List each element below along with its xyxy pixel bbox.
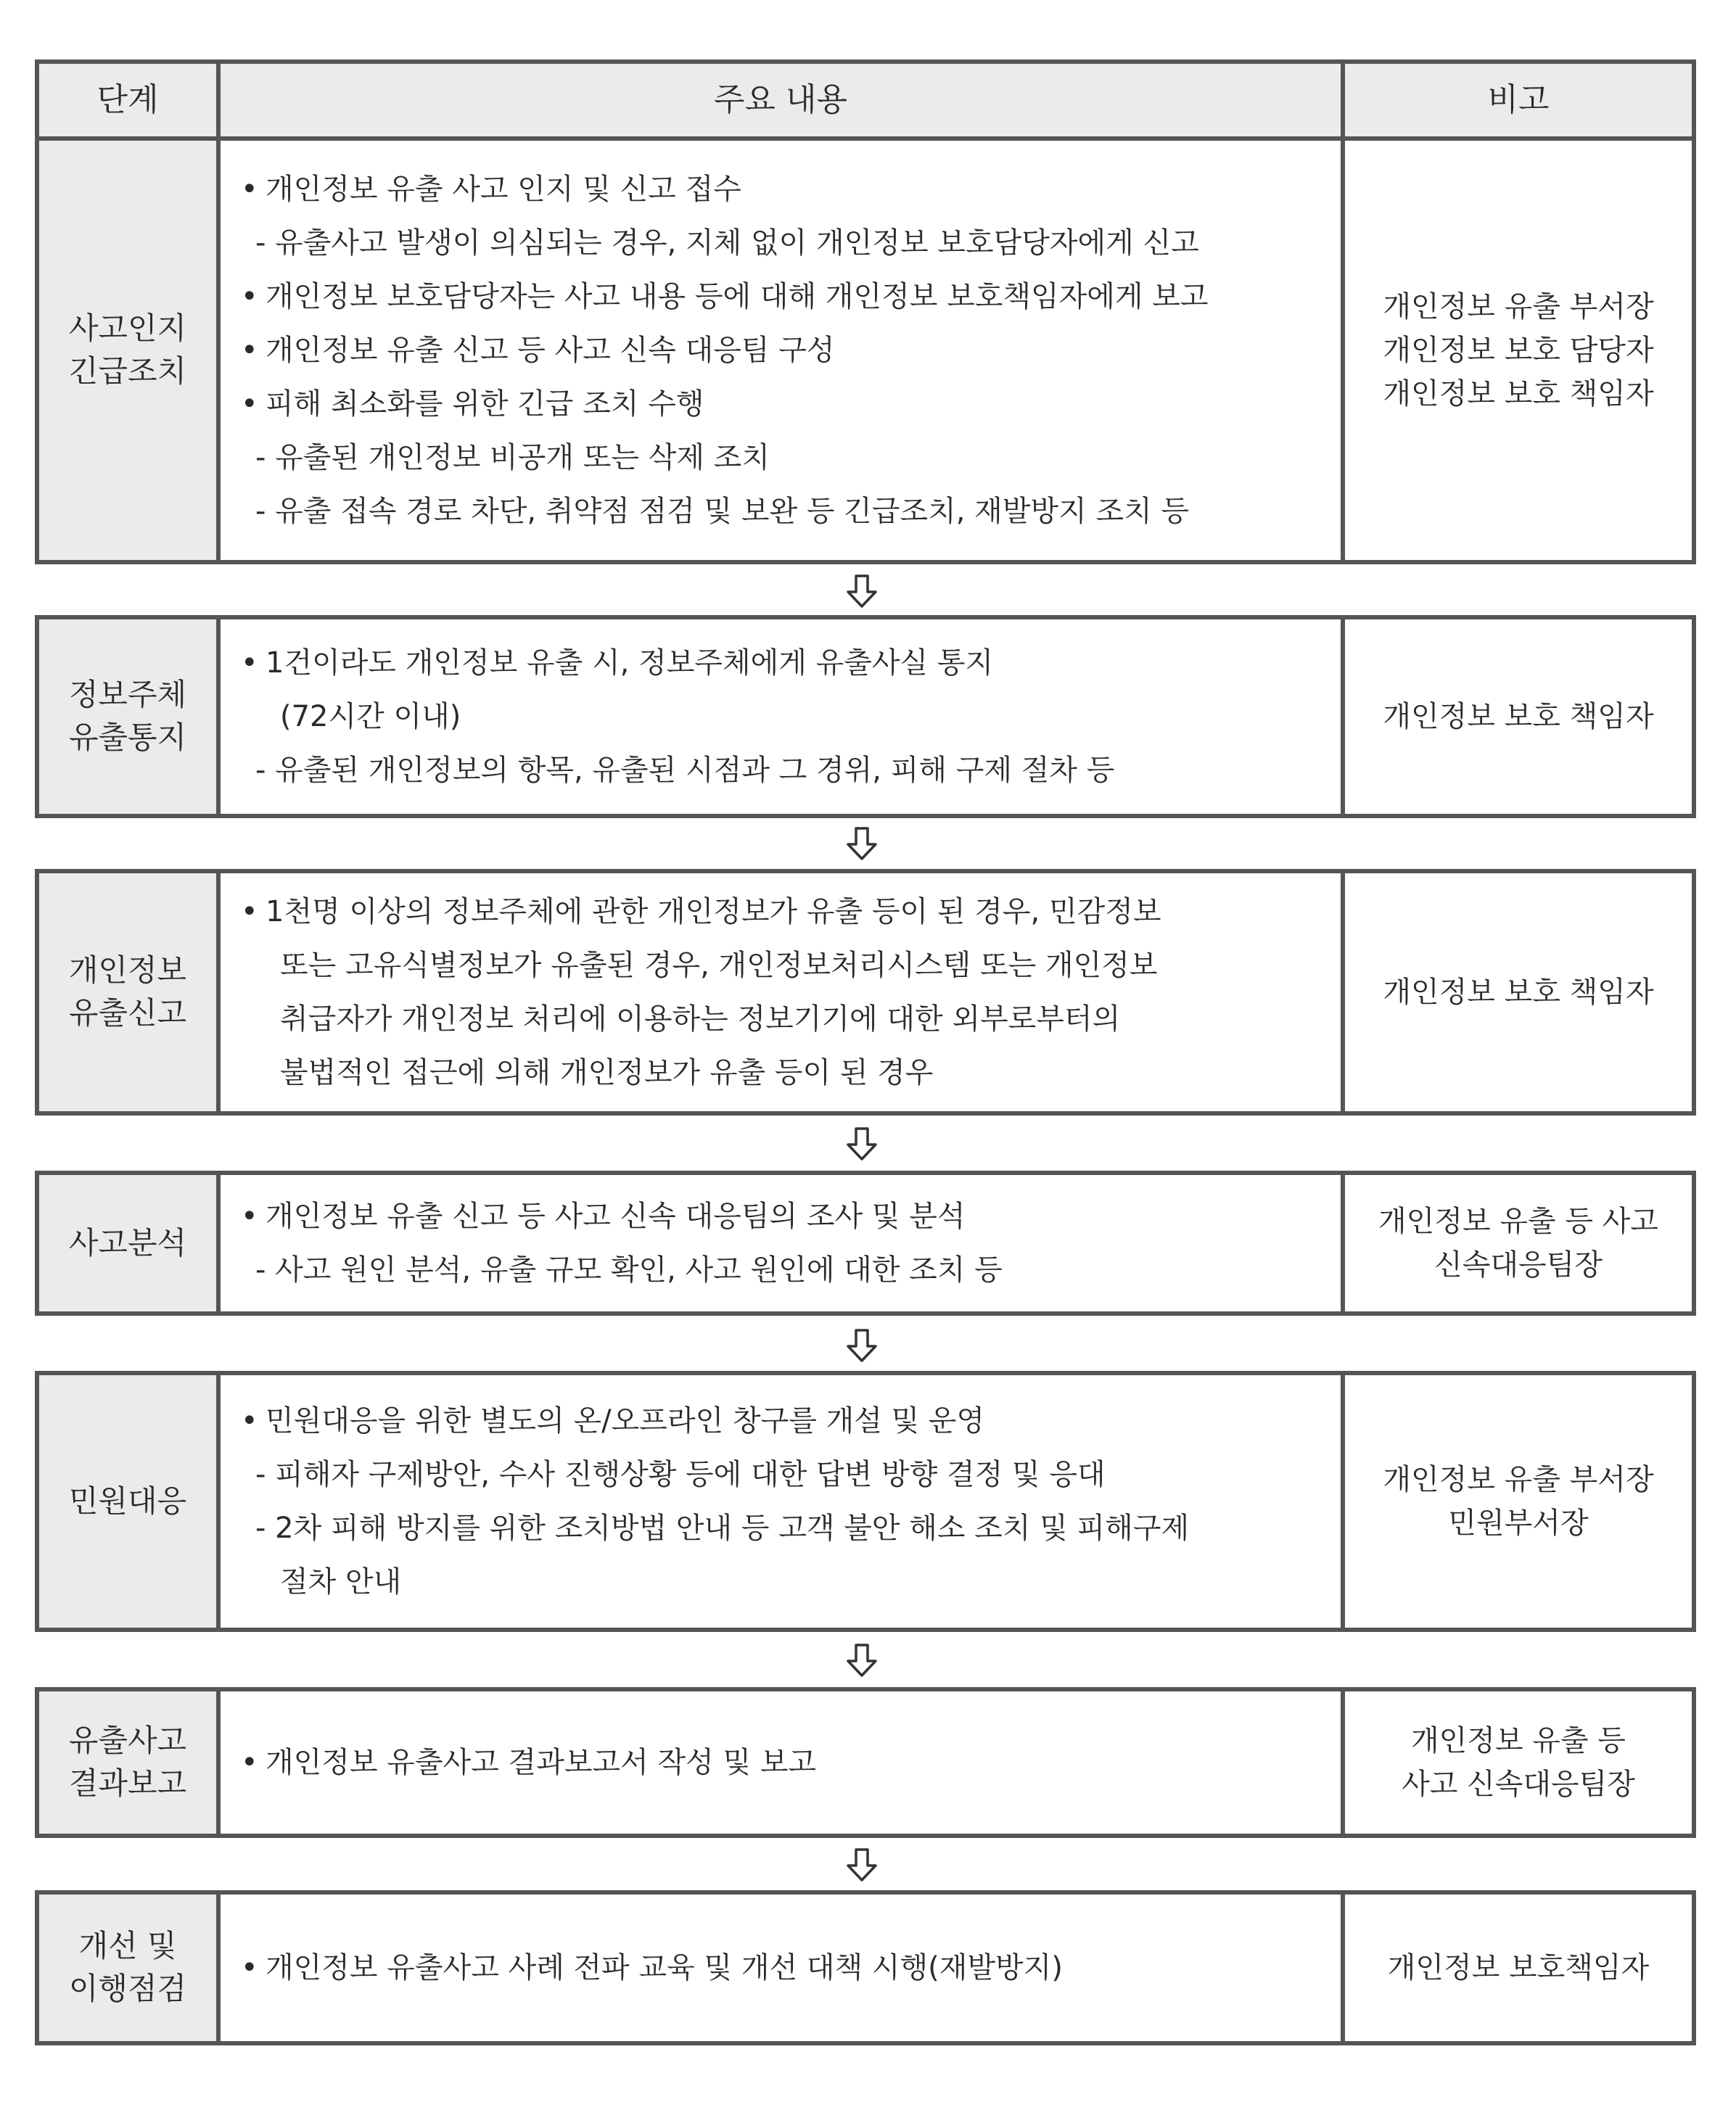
stage-note: 개인정보 유출 부서장 개인정보 보호 담당자 개인정보 보호 책임자 (1383, 290, 1654, 411)
content-line: - 유출사고 발생이 의심되는 경우, 지체 없이 개인정보 보호담당자에게 신고 (255, 226, 1199, 260)
stage-row (35, 1371, 1696, 1632)
header-content: 주요 내용 (221, 64, 1345, 136)
stage-row (35, 1171, 1696, 1316)
content-line: • 피해 최소화를 위한 긴급 조치 수행 (241, 377, 1320, 431)
content-line: - 유출된 개인정보의 항목, 유출된 시점과 그 경위, 피해 구제 절차 등 (255, 754, 1115, 787)
stage-label: 개선 및 이행점검 (39, 1895, 221, 2041)
stage-content (221, 1175, 1345, 1311)
stage-note: 개인정보 보호 책임자 (1383, 700, 1654, 733)
content-line: • 개인정보 유출사고 결과보고서 작성 및 보고 (241, 1736, 1320, 1789)
header-stage: 단계 (39, 64, 221, 136)
stage-row (35, 136, 1696, 564)
down-arrow-icon (844, 825, 880, 862)
stage-label: 유출사고 결과보고 (39, 1691, 221, 1834)
content-line: • 개인정보 유출 신고 등 사고 신속 대응팀 구성 (241, 323, 1320, 377)
stage-content (221, 619, 1345, 814)
stage-label: 민원대응 (39, 1375, 221, 1628)
down-arrow-icon (844, 1327, 880, 1364)
content-line: • 1천명 이상의 정보주체에 관한 개인정보가 유출 등이 된 경우, 민감정보 (241, 885, 1320, 939)
header-note: 비고 (1345, 64, 1692, 136)
stage-row (35, 1890, 1696, 2045)
content-line: 또는 고유식별정보가 유출된 경우, 개인정보처리시스템 또는 개인정보 (280, 949, 1158, 982)
content-line: • 개인정보 보호담당자는 사고 내용 등에 대해 개인정보 보호책임자에게 보고 (241, 270, 1320, 323)
stage-content (221, 141, 1345, 560)
content-line: - 유출된 개인정보 비공개 또는 삭제 조치 (255, 441, 770, 474)
stage-label: 사고인지 긴급조치 (39, 141, 221, 560)
stage-content (221, 1375, 1345, 1628)
stage-row (35, 1687, 1696, 1838)
down-arrow-icon (844, 1847, 880, 1883)
stage-content (221, 1691, 1345, 1834)
stage-note: 개인정보 보호책임자 (1387, 1951, 1650, 1984)
stage-note: 개인정보 보호 책임자 (1383, 976, 1654, 1009)
stage-note: 개인정보 유출 부서장 민원부서장 (1383, 1463, 1654, 1540)
down-arrow-icon (844, 1126, 880, 1162)
stage-row (35, 615, 1696, 818)
stage-content (221, 1895, 1345, 2041)
content-line: 불법적인 접근에 의해 개인정보가 유출 등이 된 경우 (280, 1056, 934, 1089)
stage-label: 정보주체 유출통지 (39, 619, 221, 814)
content-line: 취급자가 개인정보 처리에 이용하는 정보기기에 대한 외부로부터의 (280, 1002, 1121, 1036)
stage-note: 개인정보 유출 등 사고 신속대응팀장 (1402, 1724, 1635, 1801)
content-line: • 민원대응을 위한 별도의 온/오프라인 창구를 개설 및 운영 (241, 1394, 1320, 1448)
content-line: 절차 안내 (280, 1565, 402, 1599)
content-line: - 2차 피해 방지를 위한 조치방법 안내 등 고객 불안 해소 조치 및 피해구제 (255, 1512, 1190, 1545)
stage-note: 개인정보 유출 등 사고 신속대응팀장 (1378, 1205, 1658, 1282)
down-arrow-icon (844, 573, 880, 609)
stage-content (221, 873, 1345, 1111)
stage-row (35, 869, 1696, 1116)
content-line: (72시간 이내) (280, 700, 461, 733)
content-line: • 개인정보 유출 사고 인지 및 신고 접수 (241, 162, 1320, 216)
content-line: • 1건이라도 개인정보 유출 시, 정보주체에게 유출사실 통지 (241, 636, 1320, 690)
down-arrow-icon (844, 1642, 880, 1678)
stage-label: 사고분석 (39, 1175, 221, 1311)
content-line: - 유출 접속 경로 차단, 취약점 점검 및 보완 등 긴급조치, 재발방지 조치 등 (255, 495, 1190, 528)
table-header (35, 59, 1696, 141)
content-line: - 사고 원인 분석, 유출 규모 확인, 사고 원인에 대한 조치 등 (255, 1253, 1003, 1287)
stage-label: 개인정보 유출신고 (39, 873, 221, 1111)
content-line: • 개인정보 유출 신고 등 사고 신속 대응팀의 조사 및 분석 (241, 1190, 1320, 1243)
content-line: • 개인정보 유출사고 사례 전파 교육 및 개선 대책 시행(재발방지) (241, 1941, 1320, 1995)
content-line: - 피해자 구제방안, 수사 진행상황 등에 대한 답변 방향 결정 및 응대 (255, 1458, 1106, 1491)
